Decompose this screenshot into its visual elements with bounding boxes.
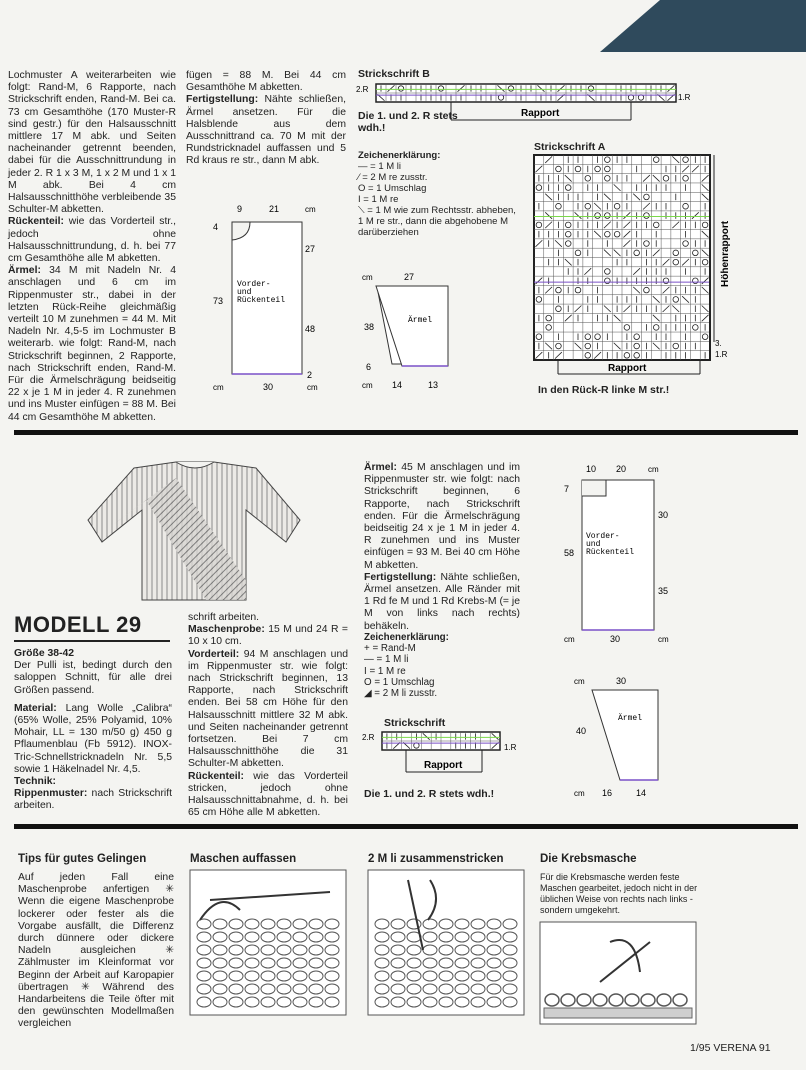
- model-legend: [364, 632, 524, 699]
- top-col1: [8, 70, 176, 423]
- mc-right: 1.R: [504, 743, 517, 752]
- bs-upper: 27: [305, 244, 316, 254]
- ss-bottom-b: 13: [428, 380, 439, 390]
- chart-b-left: 2.R: [356, 85, 369, 94]
- bs-width: 30: [263, 382, 274, 392]
- model-col3-p0: Ärmel: 45 M anschlagen und im Rippenmuster str. wie folgt: nach Strickschrift beginnen, 6 Rapporte, nach Strickschrift enden. Für die Ärmelschrägung beidseitig 24 x je 1 M in jeder 4. R zunehmen und ins Muster einfügen = 93 M. Bei 40 cm Höhe M abketten.: [364, 462, 520, 571]
- bs-label-1: Vorder-: [237, 280, 271, 289]
- tip-3-illustration: [540, 922, 696, 1024]
- chart-b-note: Die 1. und 2. R stets wdh.!: [358, 110, 458, 134]
- mbs-cm-r: cm: [658, 635, 669, 644]
- model-col2: [188, 612, 348, 819]
- chart-a-grid: [530, 152, 780, 377]
- legend-top-title: Zeichenerklärung:: [358, 150, 441, 161]
- ss-cm-b: cm: [362, 381, 373, 390]
- top-col1-p1: Rückenteil: wie das Vorderteil str., jedoch ohne Halsausschnittrundung, d. h. bei 77 cm Gesamthöhe alle M abketten.: [8, 216, 176, 265]
- ss-height: 38: [364, 322, 375, 332]
- mss-cm-t: cm: [574, 677, 585, 686]
- header-bar: [0, 0, 806, 52]
- ss-label: Ärmel: [408, 316, 433, 325]
- model-col3: [364, 462, 520, 633]
- mss-label: Ärmel: [618, 714, 643, 723]
- model-col1-p4: Rippenmuster: nach Strickschrift arbeiten.: [14, 788, 172, 812]
- bs-top-c: cm: [305, 205, 316, 214]
- sleeve-schematic-top: [356, 272, 466, 392]
- mbs-lower: 35: [658, 586, 669, 596]
- model-col3-p1: Fertigstellung: Nähte schließen, Ärmel ansetzen. Alle Ränder mit 1 Rd fe M und 1 Rd Krebs-M (= je M von links nach rechts) behäkeln.: [364, 571, 520, 632]
- model-col1-p1: Der Pulli ist, bedingt durch den saloppen Schnitt, für alle drei Größen passend.: [14, 660, 172, 696]
- top-col1-p2: Ärmel: 34 M mit Nadeln Nr. 4 anschlagen und 6 cm im Rippenmuster str., dabei in der letzten Rück-Reihe gleichmäßig verteilt 10 M zunehmen = 44 M. Mit Nadeln Nr. 4,5-5 im Lochmuster B weiterarb. wie folgt: Rand-M, nach Strickschrift beginnen, 2 Rapporte, nach Strickschrift enden, Rand-M. Für die Ärmelschrägung beidseitig 22 x je 1 M in jeder 4. R zunehmen und ins Muster einfügen = 88 M. Bei 44 cm Gesamthöhe M abketten.: [8, 265, 176, 423]
- bs-lower: 48: [305, 324, 316, 334]
- legend-top-item-4: ⟍ = 1 M wie zum Rechtsstr. abheben, 1 M re str., dann die abgehobene M darüberziehen: [358, 205, 516, 238]
- ss-cuff: 6: [366, 362, 372, 372]
- mbs-height: 58: [564, 548, 575, 558]
- sweater-illustration: [86, 460, 302, 605]
- mbs-width: 30: [610, 634, 621, 644]
- bs-cm-l: cm: [213, 383, 224, 392]
- model-col1: [14, 648, 172, 812]
- mbs-label-3: Rückenteil: [586, 548, 635, 557]
- bs-neck: 4: [213, 222, 219, 232]
- legend-top: [358, 150, 523, 238]
- tip-2-title: 2 M li zusammenstricken: [368, 853, 504, 865]
- legend-top-item-2: O = 1 Umschlag: [358, 183, 427, 194]
- mbs-neck: 7: [564, 484, 570, 494]
- mbs-top-c: cm: [648, 465, 659, 474]
- model-legend-item-1: — = 1 M li: [364, 654, 409, 666]
- mbs-label-2: und: [586, 540, 601, 549]
- model-col2-p0: schrift arbeiten.: [188, 612, 260, 623]
- mbs-upper: 30: [658, 510, 669, 520]
- model-col2-p1: Maschenprobe: 15 M und 24 R = 10 x 10 cm.: [188, 624, 348, 648]
- model-chart-note: Die 1. und 2. R stets wdh.!: [364, 788, 495, 800]
- model-col1-p0: Größe 38-42: [14, 648, 75, 659]
- chart-a-row3: 3.: [715, 339, 722, 348]
- legend-top-item-0: — = 1 M li: [358, 161, 402, 172]
- tip-3-text: Für die Krebsmasche werden feste Maschen gearbeitet, jedoch nicht in der üblichen Weise von rechts nach links - sondern umgekehrt.: [540, 872, 698, 915]
- ss-cm-t: cm: [362, 273, 373, 282]
- chart-a-title: Strickschrift A: [534, 141, 606, 153]
- model-legend-item-2: I = 1 M re: [364, 665, 406, 677]
- tip-0-title: Tips für gutes Gelingen: [18, 853, 147, 865]
- bs-label-2: und: [237, 288, 252, 297]
- bs-top-a: 9: [237, 204, 243, 214]
- mss-bottom-b: 14: [636, 788, 647, 798]
- model-col2-p2: Vorderteil: 94 M anschlagen und im Rippenmuster str. wie folgt: nach Strickschrift beginnen, 13 Rapporte, nach Strickschrift enden. Bei 58 cm Höhe für den Halsausschnitt mittlere 32 M abk. und Seiten nacheinander getrennt fortsetzen. Bei 7 cm Halsausschnitthöhe die 31 Schulter-M abketten.: [188, 648, 348, 770]
- model-legend-item-4: ◢ = 2 M li zusstr.: [364, 688, 438, 700]
- chart-a-side: Höhenrapport: [720, 220, 731, 287]
- mc-left: 2.R: [362, 733, 375, 742]
- body-schematic-top: [205, 200, 345, 395]
- mss-bottom-a: 16: [602, 788, 613, 798]
- tip-2-illustration: [368, 870, 524, 1015]
- page-footer: 1/95 VERENA 91: [690, 1042, 771, 1054]
- ss-bottom-a: 14: [392, 380, 403, 390]
- model-legend-item-0: + = Rand-M: [364, 643, 416, 655]
- model-chart-grid: [362, 728, 532, 776]
- top-col2-p1: Fertigstellung: Nähte schließen, Ärmel ansetzen. Für die Halsblende aus dem Ausschnittrand ca. 70 M mit der Rundstricknadel auffassen und 5 Rd kraus re str., dann M abk.: [186, 94, 346, 167]
- mbs-cm-l: cm: [564, 635, 575, 644]
- mbs-label-1: Vorder-: [586, 532, 620, 541]
- top-col1-p0: Lochmuster A weiterarbeiten wie folgt: Rand-M, 6 Rapporte, nach Strickschrift enden, Rand-M. Bei ca. 73 cm Gesamthöhe (170 Muster-R sind gestr.) für den Halsausschnitt mittlere 17 M abk. und Seiten nacheinander getrennt beenden, dabei für die Ausschnittrundung in jeder 2. R 1 x 3 M, 1 x 2 M und 1 x 1 M abk. Bei 4 cm Halsausschnitthöhe verbleibende 35 Schulter-M abketten.: [8, 70, 176, 216]
- mss-height: 40: [576, 726, 587, 736]
- bs-bottom-edge: 2: [307, 370, 313, 380]
- model-heading-rule: [14, 640, 170, 642]
- chart-b-rapport: Rapport: [521, 108, 560, 119]
- chart-a-note: In den Rück-R linke M str.!: [538, 384, 670, 396]
- mss-top: 30: [616, 676, 627, 686]
- bs-top-b: 21: [269, 204, 280, 214]
- chart-a-row1: 1.R: [715, 350, 728, 359]
- bs-height: 73: [213, 296, 224, 306]
- header-bar-shape: [0, 0, 806, 52]
- top-col2-p0: fügen = 88 M. Bei 44 cm Gesamthöhe M abketten.: [186, 70, 346, 94]
- tip-3-title: Die Krebsmasche: [540, 853, 637, 865]
- model-col2-p3: Rückenteil: wie das Vorderteil stricken, jedoch ohne Halsausschnittabnahme, d. h. bei 65 cm Höhe alle M abketten.: [188, 770, 348, 819]
- model-col1-p3: Technik:: [14, 776, 56, 788]
- model-col1-p2: Material: Lang Wolle „Calibra“ (65% Wolle, 25% Polyamid, 10% Mohair, LL = 130 m/50 g) 450 g Pflaumenblau (Fb 5912). INOX-Tric-Schnellstricknadeln Nr. 5,5 sowie 1 Häkelnadel Nr. 4,5.: [14, 702, 172, 775]
- chart-b-title: Strickschrift B: [358, 68, 430, 80]
- model-chart-title: Strickschrift: [384, 717, 446, 729]
- bs-label-3: Rückenteil: [237, 296, 286, 305]
- mc-rapport: Rapport: [424, 760, 463, 771]
- section-divider-2: [14, 824, 798, 829]
- model-legend-item-3: O = 1 Umschlag: [364, 676, 435, 688]
- top-col2: [186, 70, 346, 168]
- ss-top: 27: [404, 272, 415, 282]
- tip-1-title: Maschen auffassen: [190, 853, 297, 865]
- bs-cm-r: cm: [307, 383, 318, 392]
- mss-cm-b: cm: [574, 789, 585, 798]
- model-body-schematic: [560, 462, 690, 647]
- section-divider-1: [14, 430, 798, 435]
- model-sleeve-schematic: [570, 676, 670, 800]
- tip-0-text: Auf jeden Fall eine Maschenprobe anfertigen ✳ Wenn die eigene Maschenprobe lockerer oder fester als die Vorgabe ausfällt, die Differenz durch dünnere oder dickere Nadeln ausgleichen ✳ Zählmuster im Kleinformat vor Beginn der Arbeit auf Karopapier übertragen ✳ Während des Handarbeitens die Teile öfter mit den gewünschten Modellmaßen vergleichen: [18, 872, 174, 1030]
- chart-b-right: 1.R: [678, 93, 691, 102]
- legend-top-item-1: ⁄ = 2 M re zusstr.: [358, 172, 428, 183]
- chart-a-rapport: Rapport: [608, 363, 647, 374]
- model-heading: MODELL 29: [14, 612, 142, 637]
- tip-1-illustration: [190, 870, 346, 1015]
- legend-top-item-3: I = 1 M re: [358, 194, 399, 205]
- model-legend-title: Zeichenerklärung:: [364, 632, 449, 643]
- mbs-top-a: 10: [586, 464, 597, 474]
- mbs-top-b: 20: [616, 464, 627, 474]
